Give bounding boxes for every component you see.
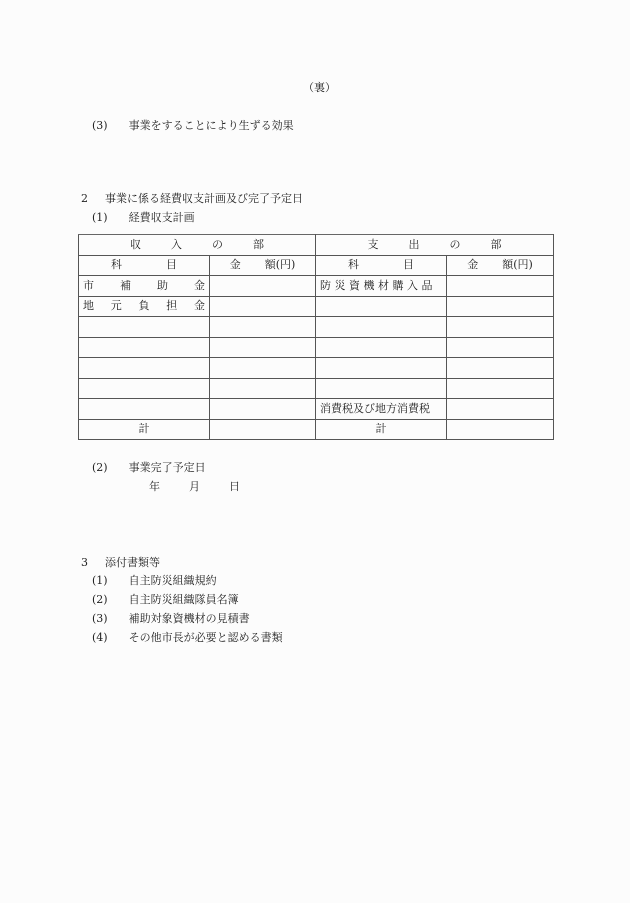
completion-date — [149, 480, 240, 494]
table-total-row — [79, 419, 554, 440]
expense-item-cell[interactable] — [316, 378, 447, 399]
income-header: 収 入 の 部 — [79, 235, 316, 256]
income-amount-cell[interactable] — [210, 378, 316, 399]
section-3-heading — [81, 556, 160, 570]
sub-2-number: (2) — [92, 461, 108, 474]
expense-amount-cell[interactable] — [447, 378, 554, 399]
expense-amount-header: 金 額(円) — [447, 255, 554, 276]
table-row — [79, 317, 554, 338]
section-2-number: 2 — [81, 192, 88, 205]
expense-item-cell[interactable] — [316, 337, 447, 358]
expense-item-cell[interactable] — [316, 358, 447, 379]
sub-2-heading — [92, 461, 206, 475]
sub-2-title: 事業完了予定日 — [128, 461, 206, 474]
expense-amount-cell[interactable] — [447, 337, 554, 358]
expense-amount-cell[interactable] — [447, 358, 554, 379]
section-2-title: 事業に係る経費収支計画及び完了予定日 — [105, 192, 303, 205]
income-item-local-burden: 地 元 負 担 金 — [79, 296, 210, 317]
expense-item-cell[interactable] — [316, 317, 447, 338]
expense-total-label: 計 — [316, 419, 447, 440]
expense-amount-cell[interactable] — [447, 399, 554, 420]
income-item-cell[interactable] — [79, 337, 210, 358]
section-2-heading — [81, 192, 303, 206]
attachment-item: (4) その他市長が必要と認める書類 — [92, 631, 283, 644]
expense-item-header: 科 目 — [316, 255, 447, 276]
income-item-city-subsidy: 市 補 助 金 — [79, 276, 210, 297]
sub-1-number: (1) — [92, 211, 108, 224]
attachment-item: (3) 補助対象資機材の見積書 — [92, 612, 250, 625]
income-item-cell[interactable] — [79, 399, 210, 420]
table-row — [79, 276, 554, 297]
effect-heading — [92, 119, 294, 133]
table-row — [79, 358, 554, 379]
expense-amount-cell[interactable] — [447, 296, 554, 317]
section-3-title: 添付書類等 — [105, 556, 160, 569]
income-amount-cell[interactable] — [210, 317, 316, 338]
income-item-header: 科 目 — [79, 255, 210, 276]
date-month: 月 — [189, 480, 200, 493]
sub-1-heading — [92, 211, 195, 225]
table-section-header-row — [79, 235, 554, 256]
income-amount-cell[interactable] — [210, 399, 316, 420]
table-row — [79, 337, 554, 358]
income-amount-cell[interactable] — [210, 296, 316, 317]
income-total-amount[interactable] — [210, 419, 316, 440]
income-amount-cell[interactable] — [210, 337, 316, 358]
section-3-number: 3 — [81, 556, 88, 569]
effect-title: 事業をすることにより生ずる効果 — [128, 119, 294, 132]
table-column-header-row — [79, 255, 554, 276]
income-amount-cell[interactable] — [210, 276, 316, 297]
income-item-cell[interactable] — [79, 317, 210, 338]
attachment-item: (2) 自主防災組織隊員名簿 — [92, 593, 239, 606]
expense-item-consumption-tax: 消費税及び地方消費税 — [316, 399, 447, 420]
date-day: 日 — [229, 480, 240, 493]
income-amount-header: 金 額(円) — [210, 255, 316, 276]
expense-total-amount[interactable] — [447, 419, 554, 440]
budget-table — [78, 234, 554, 440]
table-row — [79, 399, 554, 420]
expense-header: 支 出 の 部 — [316, 235, 554, 256]
effect-number: (3) — [92, 119, 108, 132]
expense-amount-cell[interactable] — [447, 317, 554, 338]
table-row — [79, 296, 554, 317]
expense-item-cell[interactable] — [316, 296, 447, 317]
expense-amount-cell[interactable] — [447, 276, 554, 297]
income-item-cell[interactable] — [79, 378, 210, 399]
sub-1-title: 経費収支計画 — [128, 211, 195, 224]
date-year: 年 — [149, 480, 160, 493]
attachment-item: (1) 自主防災組織規約 — [92, 574, 217, 587]
page-label: （裏） — [303, 81, 336, 94]
income-amount-cell[interactable] — [210, 358, 316, 379]
income-item-cell[interactable] — [79, 358, 210, 379]
table-row — [79, 378, 554, 399]
income-total-label: 計 — [79, 419, 210, 440]
expense-item-equipment: 防 災 資 機 材 購 入 品 — [316, 276, 447, 297]
